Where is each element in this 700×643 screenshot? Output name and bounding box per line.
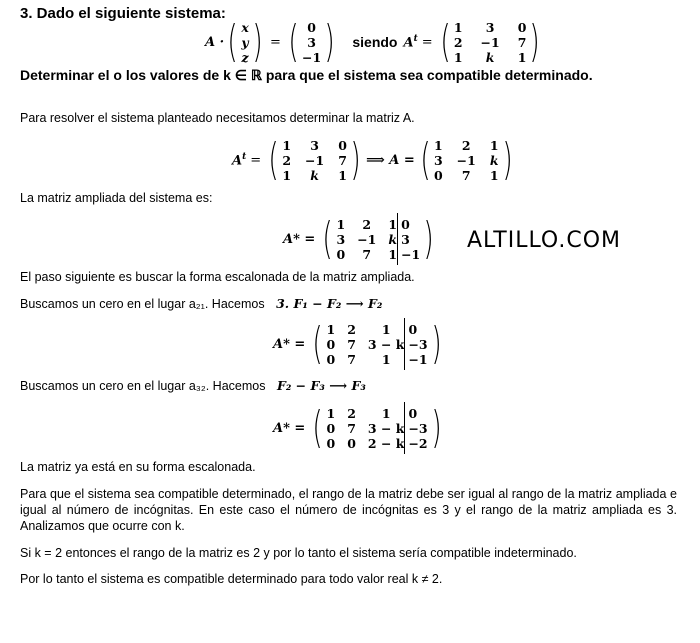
A-matrix-cell: 7	[461, 167, 471, 183]
problem-title: 3. Dado el siguiente sistema:	[20, 5, 226, 22]
At-label: A	[403, 35, 414, 51]
A-matrix-cell: 0	[433, 167, 443, 183]
step2-aug-cell: 0	[408, 405, 418, 421]
vector-xyz-cell: z	[241, 49, 249, 65]
A-matrix-cell: k	[489, 152, 499, 168]
A-matrix: ( 1 2 1 3 −1 k 0 7 1 )	[420, 134, 513, 185]
step2-matrix-cell: 2	[347, 405, 356, 421]
step2-aug-cell: −3	[408, 420, 428, 436]
step1-aug-cell: 0	[408, 321, 418, 337]
A-matrix-cell: 1	[489, 167, 499, 183]
Astar-aug-cell: 3	[401, 231, 410, 247]
At-eq-matrix-cell: 7	[338, 152, 347, 168]
step2-matrix-cell: 2 − k	[367, 435, 405, 451]
step1-matrix-cell: 7	[347, 351, 356, 367]
A-matrix-cell: 1	[433, 137, 443, 153]
step1-matrix-cell: 2	[347, 321, 356, 337]
step1-matrix-cell: 1	[326, 321, 336, 337]
vector-xyz-cell: x	[241, 19, 249, 35]
At-eq-matrix: ( 1 3 0 2 −1 7 1 k 1 )	[268, 134, 361, 185]
At-matrix-cell: −1	[480, 34, 500, 50]
At-eq-matrix-cell: k	[310, 167, 319, 183]
step1-matrix-cell: 0	[326, 336, 336, 352]
At-matrix-cell: 3	[485, 19, 495, 35]
At-matrix-cell: k	[485, 49, 495, 65]
step2-matrix-cell: 3 − k	[367, 420, 405, 436]
transpose-equation: $A^t$ = ( 1 3 0 2 −1 7 1 k 1 ) ⟹ A = ( 1 2 1 3 −1 k 0 7 1 )	[232, 134, 516, 186]
system-equation: A · ( x y z ) = ( 0 3 −1 ) siendo $A^t$ = ( 1 3 0 2 −1 7 1 k 1 )	[205, 14, 544, 70]
vector-rhs-cell: −1	[302, 49, 322, 65]
At-matrix-cell: 0	[517, 19, 527, 35]
At-eq-matrix-cell: 0	[338, 137, 347, 153]
step1-aug-cell: −1	[408, 351, 428, 367]
A-matrix-cell: 3	[433, 152, 443, 168]
Astar-matrix-cell: −1	[357, 231, 377, 247]
Astar-aug-cell: 0	[401, 216, 410, 232]
arrow-A: ⟹ A =	[366, 152, 415, 168]
At-eq-matrix-cell: 3	[310, 137, 319, 153]
paragraph-7: Para que el sistema sea compatible determinado, el rango de la matriz debe ser igual al rango de la matriz ampliada e igual al número de incógnitas. En este caso el número de incógnitas es 3 y el rango de la matriz ampliada es 3. Analizamos que ocurre con k.	[20, 487, 677, 533]
paragraph-1: Para resolver el sistema planteado necesitamos determinar la matriz A.	[20, 111, 415, 125]
step2-matrix-cell: 7	[347, 420, 356, 436]
Astar-label: A* =	[283, 231, 316, 247]
At-matrix: ( 1 3 0 2 −1 7 1 k 1 )	[440, 16, 541, 67]
At-matrix-cell: 1	[453, 19, 463, 35]
At-eq-matrix-cell: 1	[282, 137, 292, 153]
A-matrix-cell: 1	[489, 137, 499, 153]
At-eq-matrix-cell: 1	[338, 167, 347, 183]
At-eq-matrix-cell: 1	[282, 167, 292, 183]
step1-matrix-cell: 0	[326, 351, 336, 367]
A-matrix-cell: 2	[461, 137, 471, 153]
p5-operation: F₂ − F₃ ⟶ F₃	[276, 378, 366, 393]
Astar-matrix-cell: k	[388, 231, 398, 247]
paragraph-2: La matriz ampliada del sistema es:	[20, 191, 213, 205]
system-label: A ·	[205, 34, 225, 50]
step2-matrix: A* = ( 1 2 1 0 7 3 − k 0 0 2 − k 0 −3 −2 )	[273, 402, 442, 453]
paragraph-8: Si k = 2 entonces el rango de la matriz es 2 y por lo tanto el sistema sería compatible indeterminado.	[20, 546, 577, 560]
vector-rhs: ( 0 3 −1 )	[288, 16, 335, 67]
Astar-matrix-cell: 2	[362, 216, 372, 232]
vector-xyz: ( x y z )	[227, 16, 263, 67]
Astar-matrix-cell: 1	[336, 216, 346, 232]
siendo-label: siendo	[352, 34, 398, 50]
step2-matrix-cell: 0	[326, 420, 336, 436]
step1-matrix: A* = ( 1 2 1 0 7 3 − k 0 7 1 0 −3 −1 )	[273, 318, 442, 369]
step2-matrix-cell: 0	[326, 435, 336, 451]
Astar-matrix-cell: 1	[388, 216, 398, 232]
At-matrix-cell: 7	[517, 34, 527, 50]
watermark: ALTILLO.COM	[467, 228, 622, 253]
step1-matrix-cell: 7	[347, 336, 356, 352]
vector-xyz-cell: y	[241, 34, 249, 50]
At-matrix-cell: 1	[517, 49, 527, 65]
At-eq-matrix-cell: 2	[282, 152, 292, 168]
step2-matrix-cell: 1	[326, 405, 336, 421]
step2-matrix-cell: 0	[347, 435, 356, 451]
At-matrix-cell: 2	[453, 34, 463, 50]
p4-operation: 3. F₁ − F₂ ⟶ F₂	[276, 296, 383, 311]
step2-matrix-cell: 1	[381, 405, 391, 421]
paragraph-3: El paso siguiente es buscar la forma escalonada de la matriz ampliada.	[20, 270, 415, 284]
step1-aug-cell: −3	[408, 336, 428, 352]
paragraph-9: Por lo tanto el sistema es compatible determinado para todo valor real k ≠ 2.	[20, 572, 443, 586]
A-matrix-cell: −1	[456, 152, 476, 168]
step2-aug-cell: −2	[408, 435, 428, 451]
step1-matrix-cell: 3 − k	[367, 336, 405, 352]
step1-matrix-cell: 1	[381, 321, 391, 337]
At-sup: t	[413, 33, 418, 44]
At-eq-matrix-cell: −1	[305, 152, 325, 168]
vector-rhs-cell: 0	[307, 19, 316, 35]
p5-text: Buscamos un cero en el lugar a₃₂. Hacemos	[20, 379, 266, 393]
problem-question: Determinar el o los valores de k ∈ ℝ para que el sistema sea compatible determinado.	[20, 67, 593, 83]
Astar-matrix-cell: 3	[336, 231, 346, 247]
paragraph-6: La matriz ya está en su forma escalonada.	[20, 460, 256, 474]
Astar-matrix-cell: 1	[388, 246, 398, 262]
paragraph-5	[20, 378, 366, 393]
p4-text: Buscamos un cero en el lugar a₂₁. Hacemos	[20, 297, 265, 311]
Astar-matrix-cell: 7	[362, 246, 372, 262]
paragraph-4	[20, 296, 382, 311]
At-matrix-cell: 1	[453, 49, 463, 65]
vector-rhs-cell: 3	[307, 34, 316, 50]
step1-matrix-cell: 1	[381, 351, 391, 367]
Astar-matrix-cell: 0	[336, 246, 346, 262]
augmented-matrix: A* = ( 1 2 1 3 −1 k 0 7 1 0 3 −1 )	[283, 213, 434, 264]
Astar-aug-cell: −1	[401, 246, 421, 262]
